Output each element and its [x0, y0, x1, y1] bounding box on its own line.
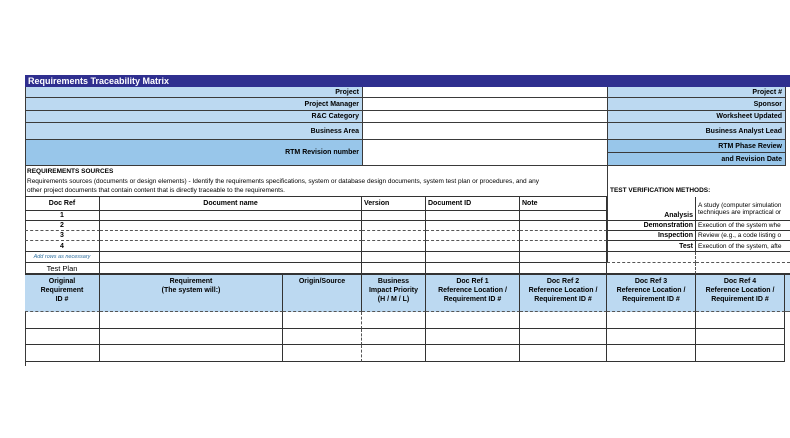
- matrix-cell[interactable]: [283, 345, 362, 362]
- hdr-line: Reference Location /: [616, 287, 686, 294]
- col-version: Version: [362, 197, 426, 211]
- test-plan-note[interactable]: [520, 263, 607, 274]
- project-label: Project: [25, 87, 362, 98]
- source-row-name[interactable]: [100, 221, 362, 231]
- worksheet-updated-label: Worksheet Updated: [607, 111, 785, 123]
- method-extra-desc-2[interactable]: [696, 263, 790, 274]
- rc-category-label: R&C Category: [25, 111, 362, 123]
- rtm-revision-field[interactable]: [362, 140, 607, 166]
- method-test-desc: Execution of the system, afte: [696, 241, 790, 252]
- source-row-ref: 2: [25, 221, 100, 231]
- source-row-note[interactable]: [520, 241, 607, 252]
- hdr-line: Requirement: [40, 287, 84, 294]
- project-field[interactable]: [362, 87, 607, 98]
- hdr-line: (The system will:): [161, 287, 221, 294]
- col-note: Note: [520, 197, 607, 211]
- col-doc-ref-1: [426, 275, 520, 312]
- col-overflow: [785, 275, 790, 312]
- source-row-ref: 3: [25, 231, 100, 241]
- source-row-version[interactable]: [362, 211, 426, 221]
- hdr-line: Requirement: [169, 278, 213, 285]
- col-doc-ref: Doc Ref: [25, 197, 100, 211]
- source-row-doc-id[interactable]: [426, 221, 520, 231]
- hdr-line: Doc Ref 1: [456, 278, 489, 285]
- matrix-cell[interactable]: [100, 312, 283, 329]
- matrix-cell[interactable]: [696, 312, 785, 329]
- hdr-line: ID #: [55, 296, 69, 303]
- test-plan-doc-id[interactable]: [426, 263, 520, 274]
- source-row-note[interactable]: [520, 231, 607, 241]
- method-extra-label-2[interactable]: [607, 263, 696, 274]
- hdr-line: Requirement ID #: [534, 296, 592, 303]
- matrix-cell[interactable]: [426, 345, 520, 362]
- source-extra-note[interactable]: [520, 252, 607, 263]
- source-row-version[interactable]: [362, 221, 426, 231]
- source-extra-name[interactable]: [100, 252, 362, 263]
- sources-description-1: Requirements sources (documents or design elements) - Identify the requirements specifications, system or database design documents, system test plan or procedures, and any: [27, 178, 539, 185]
- source-row-name[interactable]: [100, 231, 362, 241]
- test-plan-name[interactable]: [100, 263, 362, 274]
- method-test-label: Test: [607, 241, 696, 252]
- project-manager-field[interactable]: [362, 98, 607, 111]
- source-row-doc-id[interactable]: [426, 231, 520, 241]
- method-extra-desc[interactable]: [696, 252, 790, 263]
- col-doc-ref-3: [607, 275, 696, 312]
- source-row-note[interactable]: [520, 211, 607, 221]
- matrix-cell[interactable]: [607, 345, 696, 362]
- source-row-doc-id[interactable]: [426, 211, 520, 221]
- method-demonstration-desc: Execution of the system whe: [696, 221, 790, 231]
- hdr-line: Origin/Source: [298, 278, 346, 285]
- col-document-name: Document name: [100, 197, 362, 211]
- business-analyst-lead-label: Business Analyst Lead: [607, 123, 785, 140]
- revision-date-label: and Revision Date: [607, 153, 785, 166]
- method-analysis-desc-1: A study (computer simulation: [698, 201, 782, 209]
- matrix-cell[interactable]: [283, 329, 362, 345]
- hdr-line: Impact Priority: [368, 287, 418, 294]
- method-inspection-label: Inspection: [607, 231, 696, 241]
- hdr-line: Requirement ID #: [443, 296, 502, 303]
- method-analysis-label: Analysis: [607, 197, 696, 221]
- hdr-line: Doc Ref 3: [634, 278, 668, 285]
- col-doc-ref-2: [520, 275, 607, 312]
- business-area-label: Business Area: [25, 123, 362, 140]
- business-area-field[interactable]: [362, 123, 607, 140]
- matrix-cell[interactable]: [100, 329, 283, 345]
- sources-heading: REQUIREMENTS SOURCES: [27, 168, 114, 175]
- col-business-impact-priority: [362, 275, 426, 312]
- right-value-column-edge: [785, 87, 786, 166]
- matrix-cell[interactable]: [696, 345, 785, 362]
- method-analysis-desc-2: techniques are impractical or: [698, 208, 782, 216]
- verification-heading: TEST VERIFICATION METHODS:: [610, 187, 711, 194]
- matrix-cell[interactable]: [25, 329, 100, 345]
- sheet-title: Requirements Traceability Matrix: [25, 75, 790, 87]
- sponsor-label: Sponsor: [607, 98, 785, 111]
- source-row-version[interactable]: [362, 231, 426, 241]
- project-number-label: Project #: [607, 87, 785, 98]
- project-manager-label: Project Manager: [25, 98, 362, 111]
- matrix-cell[interactable]: [607, 329, 696, 345]
- col-doc-ref-4: [696, 275, 785, 312]
- matrix-cell[interactable]: [362, 329, 426, 345]
- method-inspection-desc: Review (e.g., a code listing o: [696, 231, 790, 241]
- matrix-cell[interactable]: [520, 329, 607, 345]
- add-rows-hint: Add rows as necessary: [25, 252, 100, 263]
- hdr-line: Original: [48, 278, 76, 285]
- matrix-cell[interactable]: [283, 312, 362, 329]
- method-demonstration-label: Demonstration: [607, 221, 696, 231]
- source-extra-version[interactable]: [362, 252, 426, 263]
- hdr-line: Requirement ID #: [711, 296, 769, 303]
- col-requirement: [100, 275, 283, 312]
- hdr-line: (H / M / L): [377, 296, 410, 303]
- col-origin-source: [283, 275, 362, 312]
- method-extra-label[interactable]: [607, 252, 696, 263]
- matrix-cell[interactable]: [25, 345, 100, 362]
- matrix-cell[interactable]: [520, 312, 607, 329]
- matrix-cell[interactable]: [100, 345, 283, 362]
- test-plan-version[interactable]: [362, 263, 426, 274]
- matrix-cell[interactable]: [362, 312, 426, 329]
- source-row-version[interactable]: [362, 241, 426, 252]
- matrix-cell[interactable]: [362, 345, 426, 362]
- matrix-cell[interactable]: [426, 312, 520, 329]
- source-row-ref: 1: [25, 211, 100, 221]
- matrix-cell[interactable]: [696, 329, 785, 345]
- source-extra-doc-id[interactable]: [426, 252, 520, 263]
- col-document-id: Document ID: [426, 197, 520, 211]
- source-row-name[interactable]: [100, 241, 362, 252]
- hdr-line: Requirement ID #: [622, 296, 680, 303]
- rtm-revision-label: RTM Revision number: [25, 140, 362, 166]
- hdr-line: Business: [377, 278, 410, 285]
- source-row-name[interactable]: [100, 211, 362, 221]
- matrix-cell[interactable]: [520, 345, 607, 362]
- source-row-doc-id[interactable]: [426, 241, 520, 252]
- source-row-note[interactable]: [520, 221, 607, 231]
- rtm-phase-review-label: RTM Phase Review: [607, 140, 785, 153]
- hdr-line: Reference Location /: [705, 287, 775, 294]
- hdr-line: Reference Location /: [528, 287, 598, 294]
- hdr-line: Reference Location /: [438, 287, 507, 294]
- sources-description-2: other project documents that contain content that is directly traceable to the requirements.: [27, 187, 285, 194]
- test-plan-label: Test Plan: [25, 263, 100, 274]
- matrix-cell[interactable]: [426, 329, 520, 345]
- source-row-ref: 4: [25, 241, 100, 252]
- hdr-line: Doc Ref 4: [723, 278, 757, 285]
- rc-category-field[interactable]: [362, 111, 607, 123]
- hdr-line: Doc Ref 2: [546, 278, 580, 285]
- col-original-req-id: [25, 275, 100, 312]
- matrix-cell[interactable]: [607, 312, 696, 329]
- matrix-cell[interactable]: [25, 312, 100, 329]
- method-analysis-desc: [696, 197, 790, 221]
